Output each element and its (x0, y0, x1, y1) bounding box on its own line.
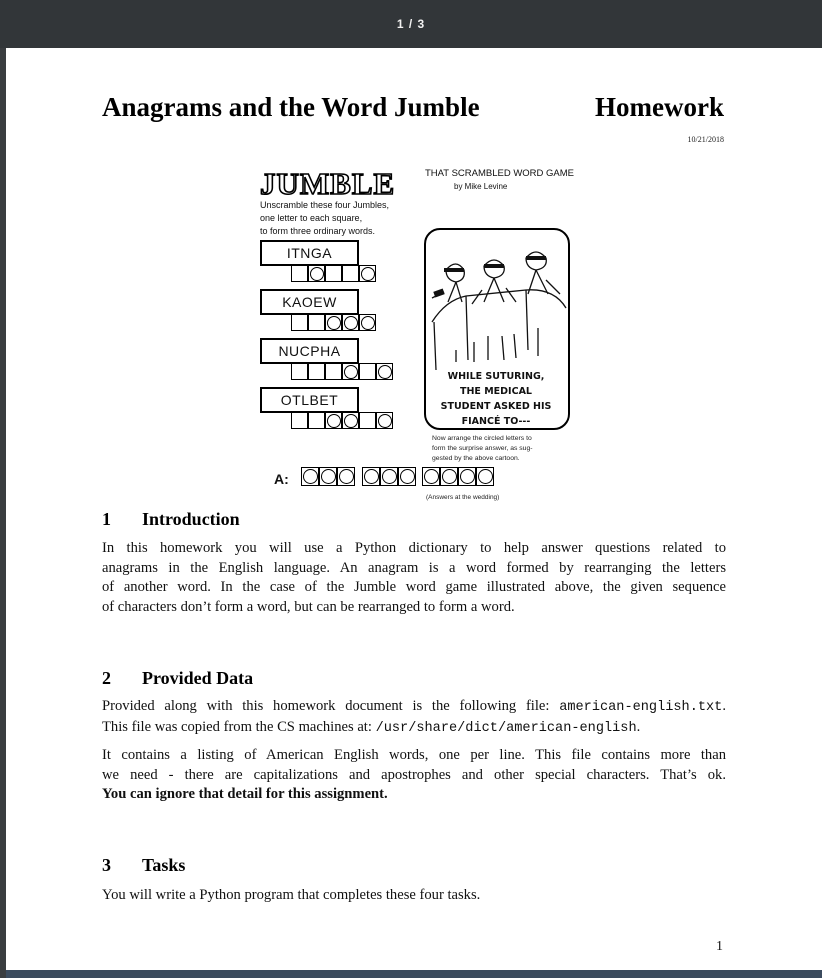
cartoon-caption (428, 369, 564, 429)
jumble-puzzle-figure (246, 116, 586, 501)
tasks-paragraph (102, 886, 726, 906)
text-line: we need - there are capitalizations and apostrophes and other special characters. That’s ok. (102, 766, 726, 783)
scrambled-word-1: ITNGA (260, 240, 359, 266)
viewer-bottom-strip (6, 970, 822, 978)
arrange-line: Now arrange the circled letters to (432, 435, 532, 442)
caption-line: THE MEDICAL (460, 386, 532, 397)
jumble-tagline: THAT SCRAMBLED WORD GAME (425, 168, 575, 179)
text-line: It contains a listing of American English words, one per line. This file contains more than (102, 747, 726, 763)
page-number: 1 (716, 939, 723, 954)
section-number: 2 (102, 668, 111, 688)
document-date: 10/21/2018 (687, 135, 724, 144)
instruction-line: Unscramble these four Jumbles, (260, 200, 390, 210)
caption-line: WHILE SUTURING, (447, 371, 545, 382)
answer-label: A: (274, 471, 289, 487)
arrange-line: form the surprise answer, as sug- (432, 445, 533, 452)
title-homework: Homework (595, 92, 724, 122)
filepath-code: /usr/share/dict/american-english (375, 720, 637, 736)
text-line: anagrams in the English language. An anagram is a word formed by rearranging the letters (102, 559, 726, 576)
caption-line: STUDENT ASKED HIS (440, 401, 552, 412)
text-line: of another word. In the case of the Jumble word game illustrated above, the given sequence (102, 579, 726, 596)
scrambled-word-3: NUCPHA (260, 338, 359, 364)
provided-data-paragraph-1 (102, 697, 726, 738)
document-page (6, 48, 822, 970)
page-indicator: 1 / 3 (396, 17, 426, 31)
arrange-line: gested by the above cartoon. (432, 455, 520, 462)
introduction-paragraph (102, 539, 726, 617)
section-title: Tasks (142, 855, 186, 875)
bold-note: You can ignore that detail for this assignment. (102, 786, 388, 803)
text-line: You will write a Python program that completes these four tasks. (102, 887, 481, 903)
caption-line: FIANCÉ TO--- (461, 416, 531, 427)
section-title: Introduction (142, 509, 240, 529)
section-number: 3 (102, 855, 111, 875)
jumble-instructions (260, 199, 420, 238)
scrambled-word-2: KAOEW (260, 289, 359, 315)
provided-data-paragraph-2 (102, 746, 726, 805)
section-number: 1 (102, 509, 111, 529)
pdf-viewer-toolbar (0, 0, 822, 48)
text-line: In this homework you will use a Python dictionary to help answer questions related to (102, 540, 726, 556)
instruction-line: to form three ordinary words. (260, 226, 376, 236)
text-line: Provided along with this homework document is the following file: american-english.txt. (102, 698, 726, 715)
jumble-logo: JUMBLE (260, 166, 396, 201)
scrambled-word-4: OTLBET (260, 387, 359, 413)
instruction-line: one letter to each square, (260, 213, 363, 223)
arrange-instructions (432, 434, 572, 464)
text-line: This file was copied from the CS machines at: /usr/share/dict/american-english. (102, 718, 641, 736)
jumble-byline: by Mike Levine (454, 182, 508, 191)
title-main: Anagrams and the Word Jumble (102, 92, 480, 122)
section-title: Provided Data (142, 668, 254, 688)
filename-code: american-english.txt (559, 700, 723, 715)
answers-note: (Answers at the wedding) (426, 494, 500, 501)
text-line: of characters don’t form a word, but can be rearranged to form a word. (102, 598, 515, 615)
